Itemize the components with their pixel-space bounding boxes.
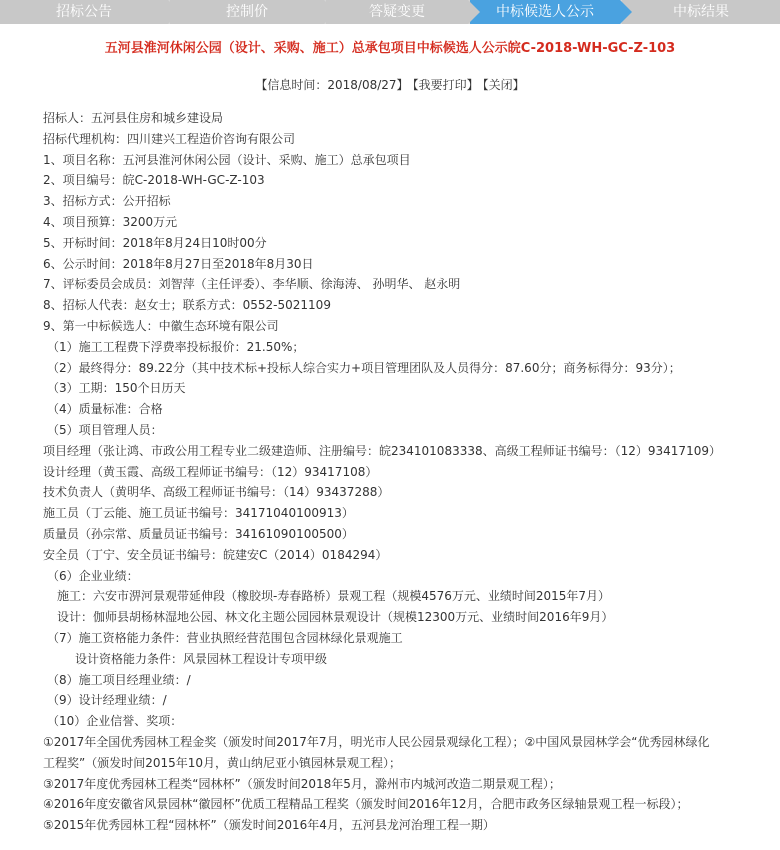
body-line: （6）企业业绩： [47, 568, 139, 583]
page-title: 五河县淮河休闲公园（设计、采购、施工）总承包项目中标候选人公示皖C-2018-WH-GC-Z-103 [104, 41, 676, 56]
body-line: 招标代理机构：四川建兴工程造价咨询有限公司 [43, 131, 296, 146]
body-line: 6、公示时间：2018年8月27日至2018年8月30日 [43, 256, 314, 271]
body-line: 1、项目名称：五河县淮河休闲公园（设计、采购、施工）总承包项目 [43, 152, 411, 167]
step-tab-label: 答疑变更 [369, 4, 425, 20]
body-line: 技术负责人（黄明华、高级工程师证书编号：（14）93437288） [43, 485, 390, 500]
step-arrow-icon [620, 0, 632, 24]
step-tab-control-price[interactable] [170, 0, 324, 24]
body-line: ③2017年度优秀园林工程类“园林杯”（颁发时间2018年5月，滁州市内城河改造二期景观工程）； [43, 776, 561, 791]
body-line: 质量员（孙宗常、质量员证书编号：34161090100500） [43, 526, 354, 541]
step-tab-label: 控制价 [226, 4, 268, 20]
body-line: （3）工期：150个日历天 [47, 381, 186, 396]
body-line: 项目经理（张让鸿、市政公用工程专业二级建造师、注册编号：皖234101083338、高级工程师证书编号：（12）93417109） [43, 443, 721, 458]
body-line: 7、评标委员会成员：刘智萍（主任评委）、李华顺、徐海涛、 孙明华、 赵永明 [43, 277, 461, 292]
body-line: （10）企业信誉、奖项： [47, 714, 183, 729]
step-tab-label: 中标结果 [673, 4, 729, 20]
info-bar [0, 76, 780, 93]
announcement-body [43, 108, 773, 836]
step-arrow-icon [468, 0, 480, 24]
step-tab-label: 招标公告 [56, 4, 112, 20]
body-line: （2）最终得分：89.22分（其中技术标+投标人综合实力+项目管理团队及人员得分：87.60分；商务标得分：93分）； [47, 360, 681, 375]
body-line: 设计：伽师县胡杨林湿地公园、林文化主题公园园林景观设计（规模12300万元、业绩时间2016年9月） [57, 610, 614, 625]
body-line: 设计经理（黄玉霞、高级工程师证书编号：（12）93417108） [43, 464, 378, 479]
body-line: 招标人：五河县住房和城乡建设局 [43, 111, 224, 125]
body-line: （7）施工资格能力条件：营业执照经营范围包含园林绿化景观施工 [47, 630, 403, 645]
step-tab-qa-changes[interactable] [326, 0, 468, 24]
body-line: 施工：六安市淠河景观带延伸段（橡胶坝-寿春路桥）景观工程（规模4576万元、业绩时间2015年7月） [57, 589, 611, 604]
body-line: 4、项目预算：3200万元 [43, 214, 178, 229]
print-link[interactable]: 【我要打印】 [412, 78, 479, 92]
step-tab-result[interactable] [622, 0, 780, 24]
body-line: （4）质量标准：合格 [47, 402, 163, 417]
info-time: 【信息时间：2018/08/27】 [255, 78, 409, 92]
body-line: ⑤2015年优秀园林工程“园林杯”（颁发时间2016年4月，五河县龙河治理工程一期） [43, 818, 495, 833]
close-link[interactable]: 【关闭】 [482, 78, 525, 92]
body-line: 8、招标人代表：赵女士；联系方式：0552-5021109 [43, 298, 331, 313]
body-line: 9、第一中标候选人：中徽生态环境有限公司 [43, 318, 279, 333]
body-line: 5、开标时间：2018年8月24日10时00分 [43, 235, 267, 250]
body-line: 2、项目编号：皖C-2018-WH-GC-Z-103 [43, 173, 265, 188]
body-line: 设计资格能力条件：风景园林工程设计专项甲级 [75, 651, 328, 666]
step-arrow-icon [168, 0, 180, 24]
body-line: ④2016年度安徽省风景园林“徽园杯”优质工程精品工程奖（颁发时间2016年12月，合肥市政务区绿轴景观工程一标段）； [43, 797, 689, 812]
body-line: 施工员（丁云能、施工员证书编号：34171040100913） [43, 506, 354, 521]
step-tab-bidding-notice[interactable] [0, 0, 168, 24]
step-arrow-icon [324, 0, 336, 24]
body-line: ①2017年全国优秀园林工程金奖（颁发时间2017年7月，明光市人民公园景观绿化工程）；②中国风景园林学会“优秀园林绿化 [43, 734, 710, 749]
body-line: （1）施工工程费下浮费率投标报价：21.50%； [47, 339, 305, 354]
step-tabs [0, 0, 780, 24]
step-tab-label: 中标候选人公示 [496, 4, 594, 20]
body-line: （5）项目管理人员： [47, 422, 163, 437]
body-line: （8）施工项目经理业绩：/ [47, 672, 191, 687]
body-line: 安全员（丁宁、安全员证书编号：皖建安C（2014）0184294） [43, 547, 388, 562]
body-line: 3、招标方式：公开招标 [43, 194, 171, 209]
step-tab-candidate-notice[interactable] [470, 0, 620, 24]
body-line: （9）设计经理业绩：/ [47, 693, 167, 708]
body-line: 工程奖”（颁发时间2015年10月，黄山纳尼亚小镇园林景观工程）； [43, 755, 402, 770]
